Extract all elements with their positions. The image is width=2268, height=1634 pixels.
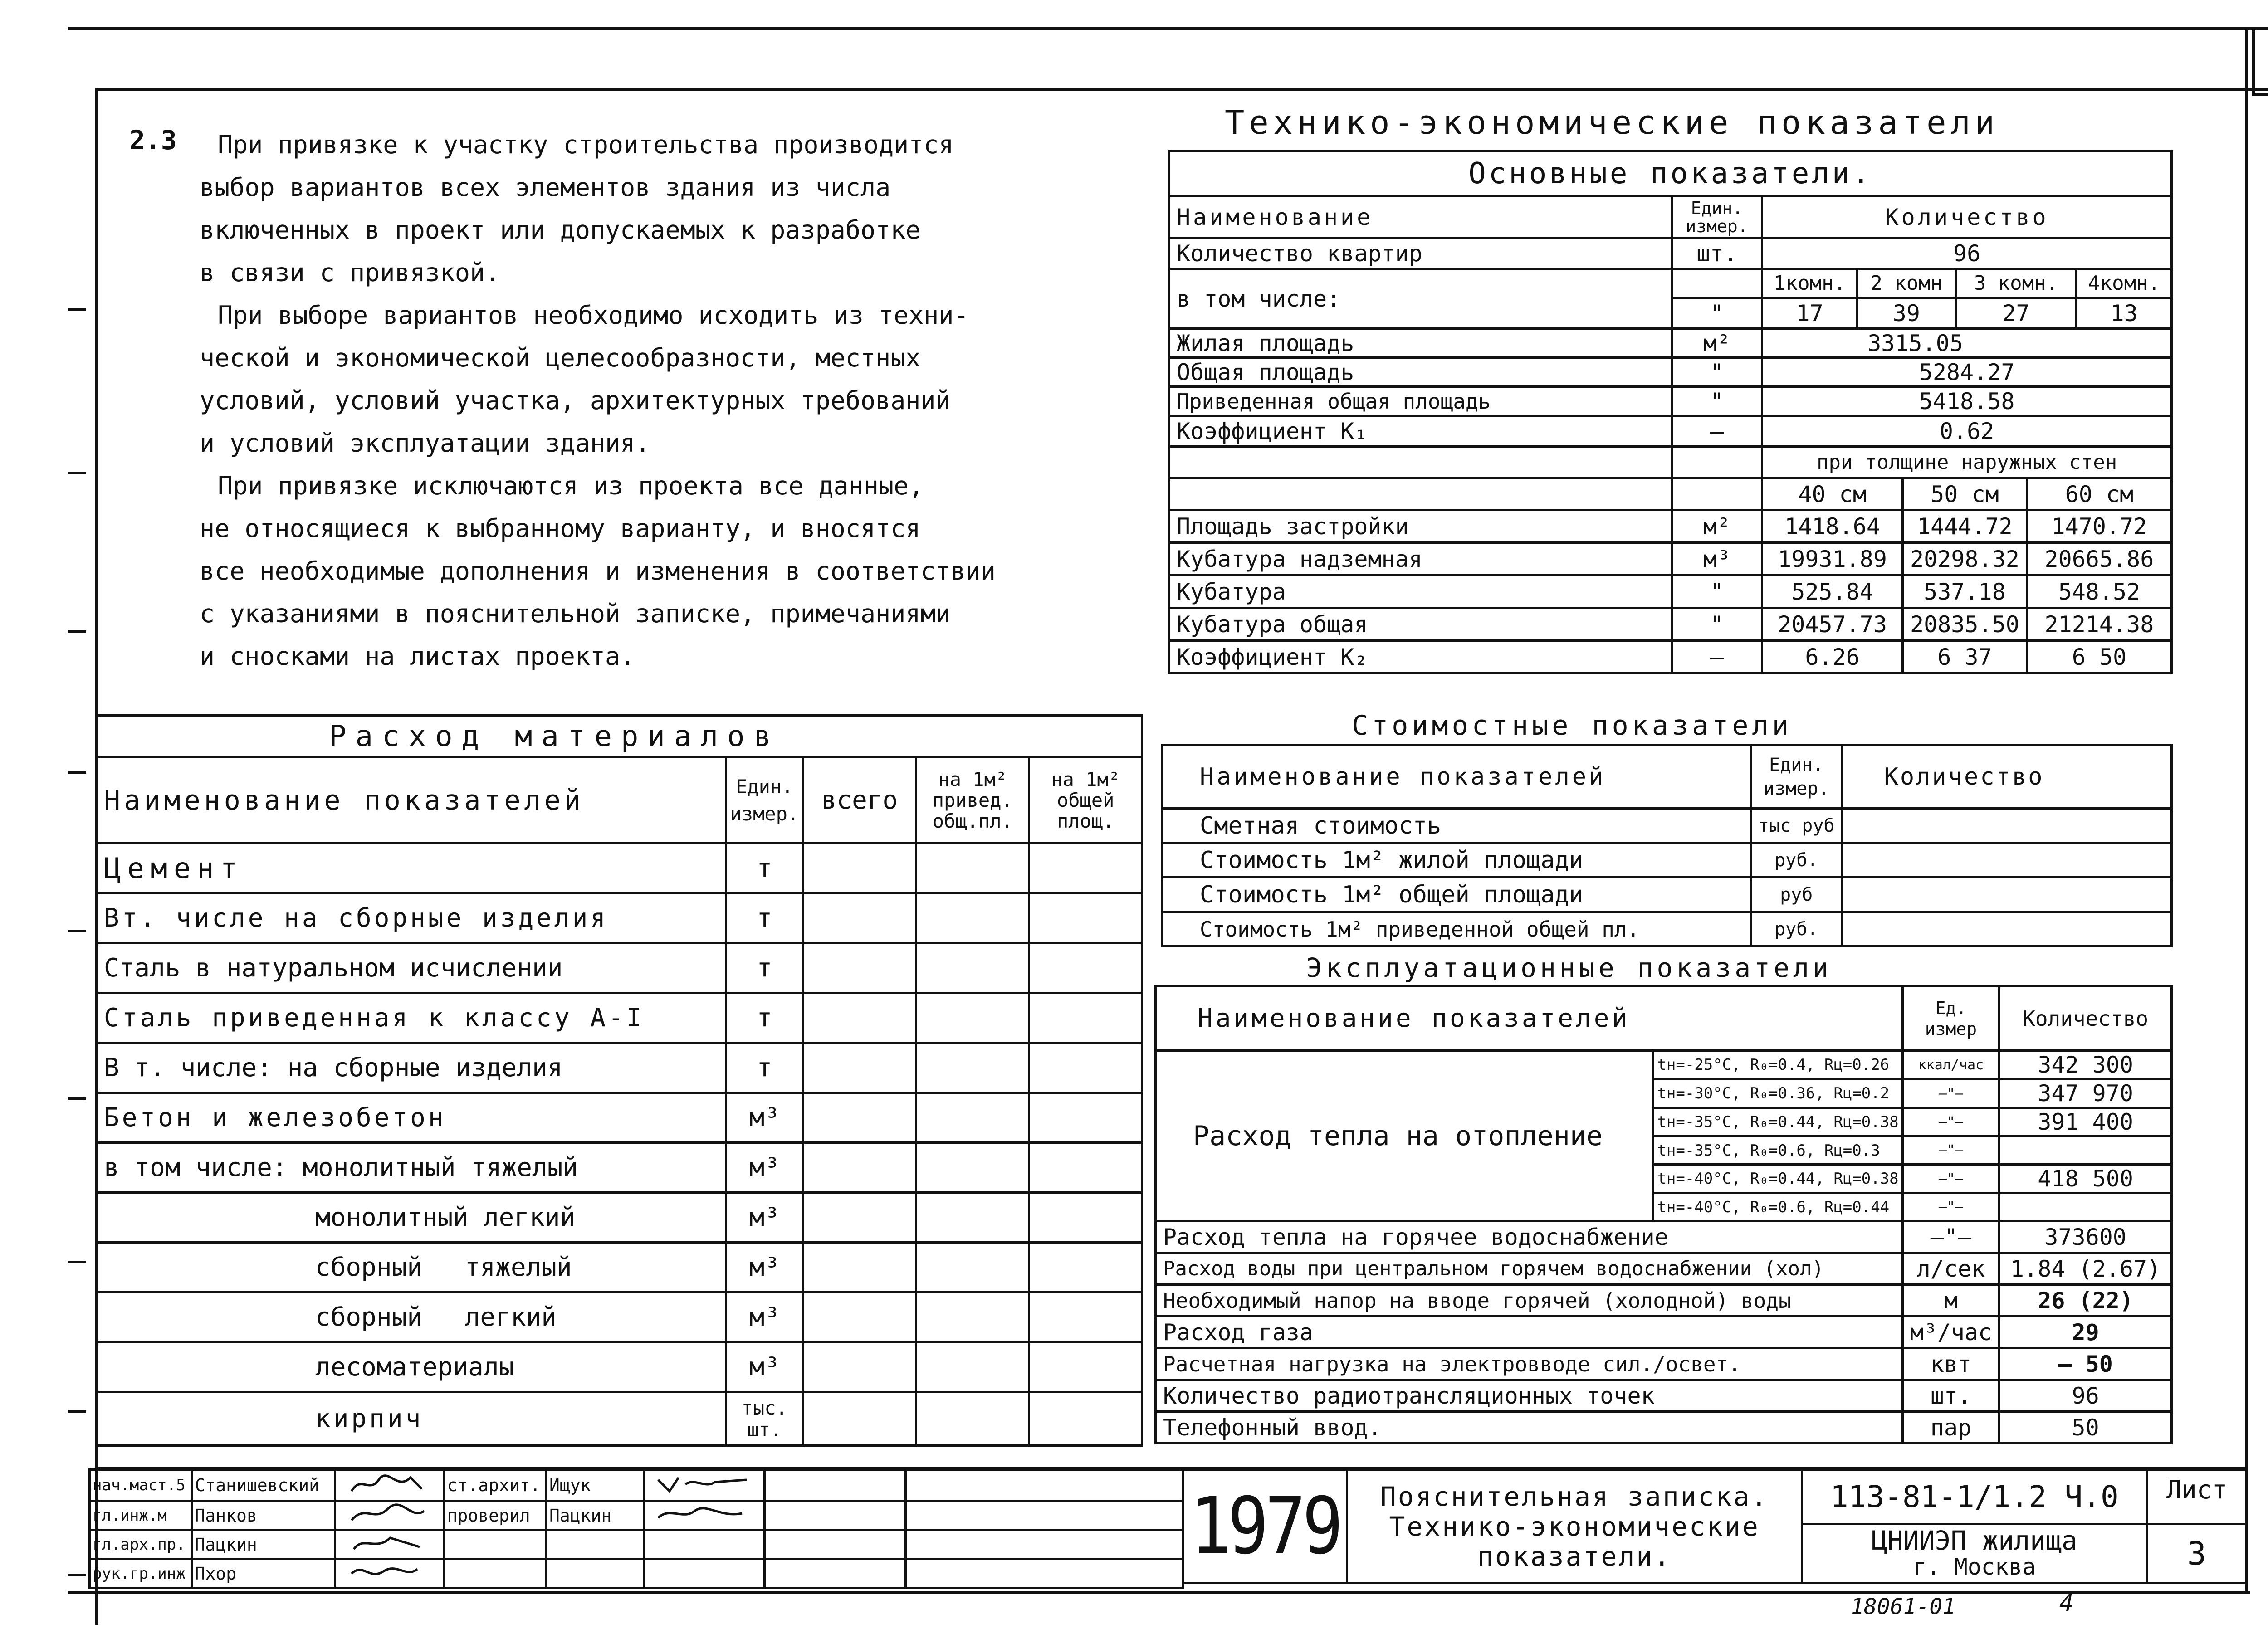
stamp-signature <box>644 1470 765 1501</box>
row-value: 13 <box>2077 298 2172 329</box>
empty-cell <box>1169 447 1672 478</box>
binding-tick <box>68 630 86 633</box>
stamp-signature <box>335 1559 444 1588</box>
material-per-total <box>1029 1093 1142 1143</box>
stamp-empty <box>905 1559 1183 1588</box>
material-per-reduced <box>916 993 1029 1043</box>
material-per-reduced <box>916 1243 1029 1293</box>
paragraph-line: включенных в проект или допускаемых к разработке <box>200 215 921 244</box>
material-per-reduced <box>916 893 1029 943</box>
header-per-reduced: на 1м² привед. общ.пл. <box>916 757 1029 844</box>
material-unit: т <box>726 1043 803 1093</box>
op-row-value: 26 (22) <box>1999 1285 2172 1317</box>
op-row-value: 50 <box>1999 1412 2172 1444</box>
op-row-unit: квт <box>1902 1348 1999 1380</box>
material-per-reduced <box>916 1293 1029 1342</box>
op-row-name: Расход воды при центральном горячем водоснабжении (хол) <box>1156 1253 1903 1285</box>
cost-row-value <box>1842 809 2171 843</box>
material-name: сборный легкий <box>97 1293 726 1342</box>
material-unit: м³ <box>726 1143 803 1193</box>
header-quantity: Количество <box>1842 745 2171 809</box>
cost-row-name: Стоимость 1м² жилой площади <box>1163 843 1751 878</box>
stamp-signature <box>644 1501 765 1530</box>
cost-row-value <box>1842 878 2171 912</box>
row-value: 6 50 <box>2027 641 2171 673</box>
op-row-name: Телефонный ввод. <box>1156 1412 1903 1444</box>
room-header: 1комн. <box>1762 269 1857 298</box>
row-value: 39 <box>1857 298 1956 329</box>
material-unit: т <box>726 893 803 943</box>
stamp-empty <box>765 1559 906 1588</box>
material-total <box>803 1093 916 1143</box>
row-unit: " <box>1672 387 1762 416</box>
cost-row-value <box>1842 912 2171 946</box>
heat-condition: tн=-40°C, R₀=0.44, Rц=0.38 <box>1653 1165 1902 1193</box>
paragraph-line: При привязке к участку строительства производится <box>218 130 954 159</box>
binding-tick <box>68 1261 86 1263</box>
material-name: лесоматериалы <box>97 1342 726 1392</box>
material-total <box>803 1193 916 1243</box>
row-name: в том числе: <box>1169 269 1672 329</box>
row-unit: " <box>1672 298 1762 329</box>
material-per-total <box>1029 1342 1142 1392</box>
stamp-name: Пацкин <box>192 1530 335 1559</box>
material-per-total <box>1029 893 1142 943</box>
main-indicators-title: Основные показатели. <box>1169 151 2172 196</box>
stamp-role: рук.гр.инж <box>90 1559 192 1588</box>
row-value: 1444.72 <box>1903 510 2027 543</box>
header-per-total: на 1м² общей площ. <box>1029 757 1142 844</box>
stamp-empty <box>547 1530 644 1559</box>
row-value: 548.52 <box>2027 576 2171 608</box>
room-header: 3 комн. <box>1955 269 2077 298</box>
row-unit: " <box>1672 576 1762 608</box>
thickness-header: 60 см <box>2027 478 2171 510</box>
heat-label: Расход тепла на отопление <box>1156 1051 1653 1221</box>
stamp-signature <box>335 1501 444 1530</box>
paragraph-line: не относящиеся к выбранному варианту, и вносятся <box>200 514 921 543</box>
material-unit: т <box>726 993 803 1043</box>
row-unit: м² <box>1672 510 1762 543</box>
row-unit: — <box>1672 641 1762 673</box>
row-unit: " <box>1672 608 1762 641</box>
material-per-reduced <box>916 844 1029 893</box>
thickness-note: при толщине наружных стен <box>1762 447 2172 478</box>
frame-top-line <box>98 88 2268 91</box>
material-unit: м³ <box>726 1293 803 1342</box>
stamp-role: гл.инж.м <box>90 1501 192 1530</box>
material-total <box>803 1293 916 1342</box>
material-name: монолитный легкий <box>97 1193 726 1243</box>
material-unit: т <box>726 943 803 993</box>
empty-cell <box>1169 478 1672 510</box>
paragraph-line: При привязке исключаются из проекта все данные, <box>218 471 924 500</box>
row-value: 20835.50 <box>1903 608 2027 641</box>
stamp-signature-table <box>88 1468 1184 1589</box>
stamp-name: Станишевский <box>192 1470 335 1501</box>
material-per-reduced <box>916 1392 1029 1446</box>
op-row-unit: шт. <box>1902 1380 1999 1412</box>
stamp-empty <box>765 1501 906 1530</box>
material-per-total <box>1029 1243 1142 1293</box>
stamp-empty <box>444 1559 546 1588</box>
heat-unit: —"— <box>1902 1108 1999 1136</box>
stamp-name: Пхор <box>192 1559 335 1588</box>
binding-tick <box>68 771 86 774</box>
material-total <box>803 1143 916 1193</box>
binding-tick <box>68 1097 86 1100</box>
header-name: Наименование показателей <box>97 757 726 844</box>
paragraph-text <box>200 123 996 678</box>
row-value: 5284.27 <box>1762 358 2172 387</box>
heat-value: 342 300 <box>1999 1051 2172 1079</box>
row-value: 537.18 <box>1903 576 2027 608</box>
footnote-number: 18061-01 <box>1851 1594 1956 1619</box>
op-row-name: Необходимый напор на вводе горячей (холодной) воды <box>1156 1285 1903 1317</box>
materials-table <box>95 714 1143 1447</box>
material-per-reduced <box>916 1043 1029 1093</box>
paragraph-line: в связи с привязкой. <box>200 258 500 287</box>
stamp-city: г. Москва <box>1913 1553 2036 1580</box>
frame-right-line <box>2245 27 2248 1592</box>
cost-row-name: Сметная стоимость <box>1163 809 1751 843</box>
row-value: 6 37 <box>1903 641 2027 673</box>
op-row-unit: л/сек <box>1902 1253 1999 1285</box>
header-unit: Един. измер. <box>1750 745 1842 809</box>
stamp-org <box>1802 1524 2147 1583</box>
stamp-title-block <box>1182 1468 2248 1584</box>
row-value: 19931.89 <box>1762 543 1903 576</box>
material-unit: т <box>726 844 803 893</box>
material-name: Бетон и железобетон <box>97 1093 726 1143</box>
heat-condition: tн=-40°C, R₀=0.6, Rц=0.44 <box>1653 1193 1902 1221</box>
row-value: 20457.73 <box>1762 608 1903 641</box>
stamp-role: проверил <box>444 1501 546 1530</box>
paragraph-number: 2.3 <box>129 125 177 156</box>
material-per-reduced <box>916 1342 1029 1392</box>
material-per-total <box>1029 1043 1142 1093</box>
material-per-reduced <box>916 1143 1029 1193</box>
material-per-total <box>1029 1193 1142 1243</box>
cost-row-unit: руб <box>1750 878 1842 912</box>
material-unit: м³ <box>726 1342 803 1392</box>
stamp-empty <box>905 1470 1183 1501</box>
stamp-sheet-number: 3 <box>2147 1524 2246 1583</box>
row-name: Кубатура общая <box>1169 608 1672 641</box>
material-unit: м³ <box>726 1093 803 1143</box>
material-name: Цемент <box>97 844 726 893</box>
row-value: 3315.05 <box>1762 329 2172 358</box>
thickness-header: 50 см <box>1903 478 2027 510</box>
row-value: 27 <box>1955 298 2077 329</box>
material-per-total <box>1029 943 1142 993</box>
material-unit: тыс. шт. <box>726 1392 803 1446</box>
main-indicators-table <box>1168 150 2173 674</box>
page-mark: 4 <box>2059 1590 2074 1617</box>
row-value: 525.84 <box>1762 576 1903 608</box>
paragraph-line: При выборе вариантов необходимо исходить из техни- <box>218 301 969 330</box>
op-row-value: — 50 <box>1999 1348 2172 1380</box>
cost-indicators-table <box>1161 744 2173 947</box>
material-name: кирпич <box>97 1392 726 1446</box>
heat-unit: —"— <box>1902 1193 1999 1221</box>
op-row-value: 29 <box>1999 1317 2172 1348</box>
stamp-name: Пацкин <box>547 1501 644 1530</box>
row-name: Кубатура надземная <box>1169 543 1672 576</box>
heat-value <box>1999 1136 2172 1165</box>
cost-row-unit: тыс руб <box>1750 809 1842 843</box>
binding-tick <box>68 472 86 474</box>
stamp-signature <box>335 1530 444 1559</box>
row-value: 21214.38 <box>2027 608 2171 641</box>
material-per-reduced <box>916 943 1029 993</box>
operation-indicators-table <box>1154 985 2173 1444</box>
row-value: 96 <box>1762 238 2172 269</box>
heat-condition: tн=-35°C, R₀=0.6, Rц=0.3 <box>1653 1136 1902 1165</box>
material-name: Сталь в натуральном исчислении <box>97 943 726 993</box>
row-value: 20298.32 <box>1903 543 2027 576</box>
stamp-empty <box>765 1470 906 1501</box>
row-value: 20665.86 <box>2027 543 2171 576</box>
header-unit: Един. измер. <box>726 757 803 844</box>
binding-tick <box>68 308 86 311</box>
heat-condition: tн=-35°C, R₀=0.44, Rц=0.38 <box>1653 1108 1902 1136</box>
heat-unit: —"— <box>1902 1079 1999 1108</box>
material-name: сборный тяжелый <box>97 1243 726 1293</box>
binding-tick <box>68 1574 86 1576</box>
cost-row-name: Стоимость 1м² общей площади <box>1163 878 1751 912</box>
stamp-empty <box>644 1530 765 1559</box>
material-total <box>803 1342 916 1392</box>
row-value: 6.26 <box>1762 641 1903 673</box>
material-total <box>803 1243 916 1293</box>
header-name: Наименование показателей <box>1156 986 1903 1051</box>
material-per-reduced <box>916 1193 1029 1243</box>
tep-title: Технико-экономические показатели <box>1225 103 1999 141</box>
cost-row-unit: руб. <box>1750 912 1842 946</box>
op-row-value: 1.84 (2.67) <box>1999 1253 2172 1285</box>
row-unit: м³ <box>1672 543 1762 576</box>
paragraph-line: с указаниями в пояснительной записке, примечаниями <box>200 599 951 628</box>
row-name: Количество квартир <box>1169 238 1672 269</box>
empty-cell <box>1672 269 1762 298</box>
cost-row-name: Стоимость 1м² приведенной общей пл. <box>1163 912 1751 946</box>
op-row-value: 373600 <box>1999 1221 2172 1253</box>
material-per-total <box>1029 844 1142 893</box>
heat-unit: ккал/час <box>1902 1051 1999 1079</box>
heat-condition: tн=-30°C, R₀=0.36, Rц=0.2 <box>1653 1079 1902 1108</box>
row-value: 1418.64 <box>1762 510 1903 543</box>
paragraph-line: все необходимые дополнения и изменения в соответствии <box>200 556 996 585</box>
header-unit: Ед. измер <box>1902 986 1999 1051</box>
op-row-unit: м <box>1902 1285 1999 1317</box>
row-value: 0.62 <box>1762 416 2172 447</box>
paragraph-line: ческой и экономической целесообразности, местных <box>200 343 921 372</box>
stamp-signature <box>335 1470 444 1501</box>
heat-condition: tн=-25°C, R₀=0.4, Rц=0.26 <box>1653 1051 1902 1079</box>
row-value: 17 <box>1762 298 1857 329</box>
header-unit: Един. измер. <box>1672 196 1762 238</box>
material-name: Вт. числе на сборные изделия <box>97 893 726 943</box>
op-row-unit: —"— <box>1902 1221 1999 1253</box>
header-quantity: Количество <box>1999 986 2172 1051</box>
row-name: Кубатура <box>1169 576 1672 608</box>
heat-value: 391 400 <box>1999 1108 2172 1136</box>
room-header: 2 комн <box>1857 269 1956 298</box>
paragraph-line: выбор вариантов всех элементов здания из числа <box>200 173 891 202</box>
heat-value: 418 500 <box>1999 1165 2172 1193</box>
material-total <box>803 1392 916 1446</box>
stamp-role: гл.арх.пр. <box>90 1530 192 1559</box>
material-per-total <box>1029 993 1142 1043</box>
stamp-role: ст.архит. <box>444 1470 546 1501</box>
stamp-sheet-label: Лист <box>2147 1470 2246 1524</box>
stamp-empty <box>905 1530 1183 1559</box>
stamp-org-name: ЦНИИЭП жилища <box>1871 1525 2077 1556</box>
heat-unit: —"— <box>1902 1136 1999 1165</box>
row-name: Общая площадь <box>1169 358 1672 387</box>
top-border-line <box>68 27 2259 30</box>
binding-tick <box>68 930 86 932</box>
empty-cell <box>1672 447 1762 478</box>
op-row-value: 96 <box>1999 1380 2172 1412</box>
material-per-total <box>1029 1293 1142 1342</box>
paragraph-line: условий, условий участка, архитектурных требований <box>200 386 951 415</box>
material-total <box>803 844 916 893</box>
stamp-empty <box>547 1559 644 1588</box>
op-row-name: Расчетная нагрузка на электровводе сил./освет. <box>1156 1348 1903 1380</box>
stamp-empty <box>905 1501 1183 1530</box>
header-quantity: Количество <box>1762 196 2172 238</box>
stamp-name: Ищук <box>547 1470 644 1501</box>
heat-value <box>1999 1193 2172 1221</box>
stamp-role: нач.маст.5 <box>90 1470 192 1501</box>
material-name: в том числе: монолитный тяжелый <box>97 1143 726 1193</box>
header-name: Наименование показателей <box>1163 745 1751 809</box>
stamp-empty <box>765 1530 906 1559</box>
cost-row-value <box>1842 843 2171 878</box>
op-row-unit: пар <box>1902 1412 1999 1444</box>
material-per-total <box>1029 1392 1142 1446</box>
heat-value: 347 970 <box>1999 1079 2172 1108</box>
material-total <box>803 1043 916 1093</box>
op-row-name: Расход тепла на горячее водоснабжение <box>1156 1221 1903 1253</box>
material-total <box>803 943 916 993</box>
row-name: Коэффициент K₁ <box>1169 416 1672 447</box>
row-unit: шт. <box>1672 238 1762 269</box>
stamp-empty <box>444 1530 546 1559</box>
heat-unit: —"— <box>1902 1165 1999 1193</box>
row-unit: м² <box>1672 329 1762 358</box>
material-total <box>803 893 916 943</box>
header-name: Наименование <box>1169 196 1672 238</box>
material-unit: м³ <box>726 1193 803 1243</box>
cost-row-unit: руб. <box>1750 843 1842 878</box>
stamp-doc-title: Пояснительная записка. Технико-экономические показатели. <box>1347 1470 1802 1583</box>
row-name: Приведенная общая площадь <box>1169 387 1672 416</box>
corner-box <box>2252 27 2268 96</box>
stamp-empty <box>644 1559 765 1588</box>
empty-cell <box>1672 478 1762 510</box>
row-value: 1470.72 <box>2027 510 2171 543</box>
material-per-total <box>1029 1143 1142 1193</box>
op-row-name: Количество радиотрансляционных точек <box>1156 1380 1903 1412</box>
stamp-name: Панков <box>192 1501 335 1530</box>
thickness-header: 40 см <box>1762 478 1903 510</box>
op-row-name: Расход газа <box>1156 1317 1903 1348</box>
paragraph-line: и условий эксплуатации здания. <box>200 429 650 458</box>
binding-tick <box>68 1410 86 1413</box>
header-total: всего <box>803 757 916 844</box>
material-name: Сталь приведенная к классу А-I <box>97 993 726 1043</box>
row-name: Коэффициент K₂ <box>1169 641 1672 673</box>
stamp-code: 113-81-1/1.2 Ч.0 <box>1802 1470 2147 1524</box>
row-value: 5418.58 <box>1762 387 2172 416</box>
material-per-reduced <box>916 1093 1029 1143</box>
frame-bottom-line <box>68 1591 2250 1594</box>
op-row-unit: м³/час <box>1902 1317 1999 1348</box>
stamp-year: 1979 <box>1183 1461 1347 1592</box>
cost-title: Стоимостные показатели <box>1352 710 1792 741</box>
operation-title: Эксплуатационные показатели <box>1306 952 1832 983</box>
row-name: Площадь застройки <box>1169 510 1672 543</box>
row-unit: — <box>1672 416 1762 447</box>
material-total <box>803 993 916 1043</box>
row-unit: " <box>1672 358 1762 387</box>
room-header: 4комн. <box>2077 269 2172 298</box>
material-unit: м³ <box>726 1243 803 1293</box>
paragraph-line: и сносками на листах проекта. <box>200 642 635 671</box>
material-name: В т. числе: на сборные изделия <box>97 1043 726 1093</box>
materials-title: Расход материалов <box>97 716 1142 757</box>
row-name: Жилая площадь <box>1169 329 1672 358</box>
